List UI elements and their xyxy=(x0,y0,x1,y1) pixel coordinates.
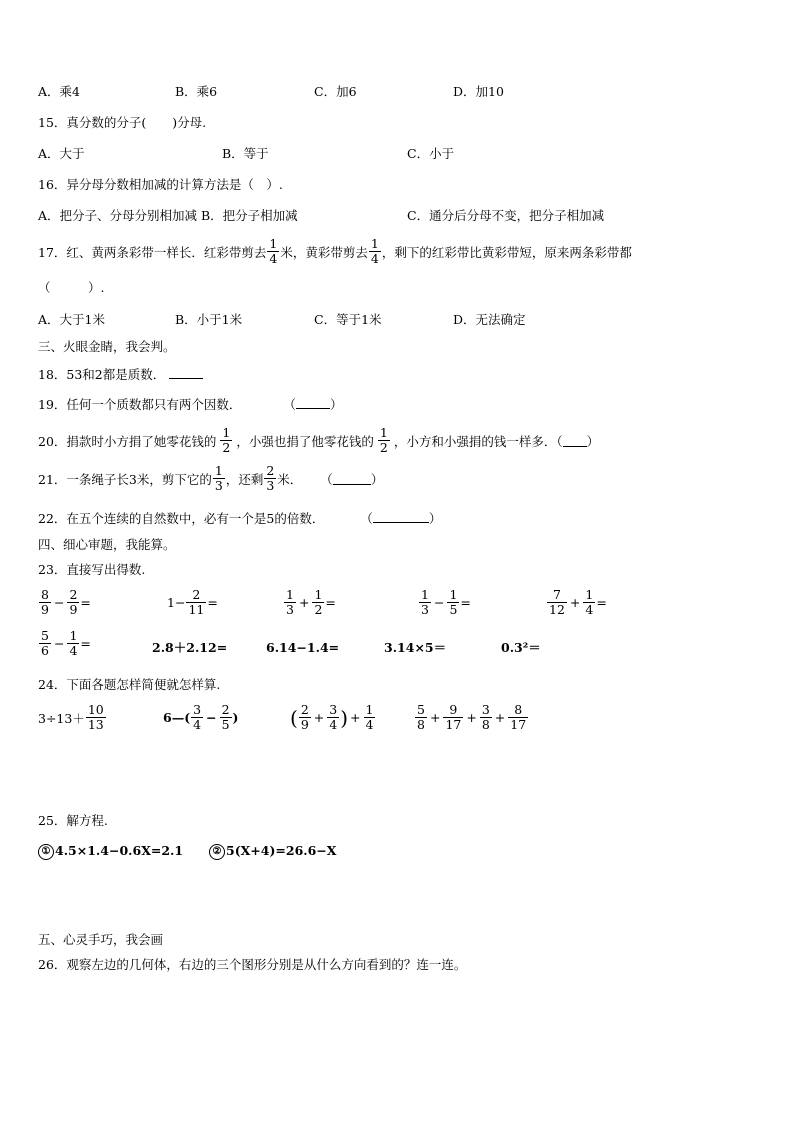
q24-e3-c-den: 4 xyxy=(365,717,374,732)
q23-e6-equals: = xyxy=(80,636,91,651)
q17-part2: 米，黄彩带剪去 xyxy=(280,244,368,260)
q23-e3-a-den: 3 xyxy=(286,602,294,617)
q23-e1-frac-a xyxy=(39,588,51,617)
q20-part1: 20．捐款时小方捐了她零花钱的 xyxy=(38,433,217,449)
section-5-heading: 五、心灵手巧，我会画 xyxy=(38,932,164,947)
q24-e4-3-num: 3 xyxy=(481,702,490,717)
q22-answer-blank[interactable] xyxy=(373,510,429,523)
q23-e1-frac-b xyxy=(67,588,79,617)
q23-e5-b-num: 1 xyxy=(585,587,594,602)
q23-e4-b-num: 1 xyxy=(449,587,458,602)
q21-question xyxy=(38,464,383,493)
q24-e4-2-den: 17 xyxy=(445,717,462,732)
q24-e3-frac-c xyxy=(364,703,376,732)
q21-paren-close: ） xyxy=(370,471,384,487)
q22-text: 22．在五个连续的自然数中，必有一个是5的倍数． xyxy=(38,511,325,526)
q24-e4-frac-2 xyxy=(443,703,463,732)
q19-question xyxy=(38,396,342,413)
q24-e3-open: ( xyxy=(290,705,298,730)
q24-e3-a-den: 9 xyxy=(300,717,309,732)
q23-expression-5 xyxy=(546,588,607,617)
q17-option-a: A．大于1米 xyxy=(38,312,105,327)
q24-e3-c-num: 1 xyxy=(365,702,374,717)
q17-part1: 17．红、黄两条彩带一样长．红彩带剪去 xyxy=(38,244,267,260)
q24-e1-num: 10 xyxy=(87,702,104,717)
q14-option-c: C．加6 xyxy=(314,84,357,99)
q17-part3: ，剩下的红彩带比黄彩带短，原来两条彩带都 xyxy=(381,244,632,260)
q23-title: 23．直接写出得数. xyxy=(38,562,146,577)
q23-e5-b-den: 4 xyxy=(585,602,594,617)
q24-expression-3 xyxy=(290,703,376,732)
q23-e3-frac-a xyxy=(284,588,296,617)
q23-e3-b-den: 2 xyxy=(314,602,323,617)
q23-e2-b-num: 2 xyxy=(192,587,201,602)
section-4-heading: 四、细心审题，我能算。 xyxy=(38,537,176,552)
q25-circled-1: ① xyxy=(38,844,54,860)
q24-e3-a-num: 2 xyxy=(300,702,309,717)
q22-question xyxy=(38,510,441,527)
q23-e5-frac-a xyxy=(547,588,567,617)
q23-e2-lead: 1− xyxy=(167,595,186,610)
q24-e2-lead: 6—( xyxy=(163,710,191,725)
q23-e4-a-den: 3 xyxy=(421,602,429,617)
q14-option-b: B．乘6 xyxy=(175,84,218,99)
q20-part4: ） xyxy=(586,433,600,449)
q15-text-a: 15．真分数的分子( xyxy=(38,115,147,130)
q16-option-c: C．通分后分母不变，把分子相加减 xyxy=(407,208,605,223)
q24-e3-operator-2: + xyxy=(350,710,361,725)
q17-option-c: C．等于1米 xyxy=(314,312,382,327)
q20-answer-blank[interactable] xyxy=(563,434,587,447)
q15-option-c: C．小于 xyxy=(407,146,455,161)
q23-expression-3 xyxy=(283,588,336,617)
q24-e4-3-den: 8 xyxy=(481,717,490,732)
q23-e3-a-num: 1 xyxy=(286,587,294,602)
q23-e1-a-den: 9 xyxy=(41,602,49,617)
q25-eq2: 5(X+4)=26.6−X xyxy=(226,843,337,858)
q24-e2-b-num: 2 xyxy=(221,702,230,717)
q24-expression-2 xyxy=(163,703,238,732)
q24-e2-frac-b xyxy=(220,703,232,732)
q17-fraction-1 xyxy=(267,237,279,266)
q23-e3-operator: + xyxy=(298,595,310,610)
q23-e6-b-num: 1 xyxy=(69,628,78,643)
q24-e4-4-den: 17 xyxy=(510,717,527,732)
q20-fraction-1 xyxy=(220,426,232,455)
q23-expression-9: 3.14×5＝ xyxy=(384,640,447,655)
q24-e1-lead: 3÷13＋ xyxy=(38,710,85,726)
q23-e3-equals: = xyxy=(325,595,336,610)
q24-e3-close: ) xyxy=(340,705,349,730)
q24-e2-a-den: 4 xyxy=(193,717,202,732)
q24-e2-b-den: 5 xyxy=(221,717,230,732)
q25-equation-2 xyxy=(209,843,337,860)
q21-part3: 米． xyxy=(277,471,303,487)
q23-e6-a-den: 6 xyxy=(41,643,49,658)
q23-e5-frac-b xyxy=(583,588,595,617)
q24-e4-operator-1: + xyxy=(429,710,441,725)
q23-e5-equals: = xyxy=(596,595,607,610)
q23-e1-b-den: 9 xyxy=(69,602,78,617)
q23-e6-frac-b xyxy=(67,629,79,658)
q20-f1-num: 1 xyxy=(222,425,231,440)
q20-part2: ，小强也捐了他零花钱的 xyxy=(236,433,374,449)
q19-text: 19．任何一个质数都只有两个因数． xyxy=(38,397,242,412)
q24-e4-frac-4 xyxy=(508,703,528,732)
q17-option-b: B．小于1米 xyxy=(175,312,243,327)
q24-e4-operator-2: + xyxy=(466,710,477,725)
q18-question xyxy=(38,366,203,383)
q14-option-d: D．加10 xyxy=(453,84,504,99)
q25-equation-1 xyxy=(38,843,183,860)
q16-question: 16．异分母分数相加减的计算方法是（ ）. xyxy=(38,177,283,192)
q23-e6-frac-a xyxy=(39,629,51,658)
q16-option-ab: A．把分子、分母分别相加减 B．把分子相加减 xyxy=(38,208,298,223)
q24-e2-tail: ) xyxy=(232,710,239,725)
q22-paren-close: ） xyxy=(428,511,442,526)
q24-e3-operator-1: + xyxy=(313,710,325,725)
q23-e6-a-num: 5 xyxy=(41,628,49,643)
q24-e3-b-den: 4 xyxy=(329,717,338,732)
q17-f2-num: 1 xyxy=(370,236,379,251)
q23-e4-operator: − xyxy=(433,595,445,610)
q26-question: 26．观察左边的几何体，右边的三个图形分别是从什么方向看到的？连一连。 xyxy=(38,957,467,972)
q21-fraction-1 xyxy=(213,464,225,493)
q20-f2-num: 1 xyxy=(379,425,388,440)
q23-e1-equals: = xyxy=(80,595,91,610)
q23-e3-b-num: 1 xyxy=(314,587,323,602)
q24-expression-4 xyxy=(414,703,529,732)
q23-e3-frac-b xyxy=(312,588,324,617)
q19-paren-close: ） xyxy=(329,397,343,412)
q17-question xyxy=(38,237,632,266)
q21-f2-den: 3 xyxy=(266,478,275,493)
q21-fraction-2 xyxy=(264,464,276,493)
q24-e3-frac-b xyxy=(327,703,339,732)
q23-expression-2 xyxy=(167,588,218,617)
q24-e4-4-num: 8 xyxy=(514,702,523,717)
q24-e1-frac xyxy=(86,703,106,732)
q25-circled-2: ② xyxy=(209,844,225,860)
q24-e4-operator-3: + xyxy=(494,710,506,725)
q23-e2-frac-b xyxy=(186,588,206,617)
q24-e2-operator: − xyxy=(206,710,217,725)
q23-e4-a-num: 1 xyxy=(421,587,429,602)
q22-paren-open: （ xyxy=(360,511,373,526)
q20-fraction-2 xyxy=(378,426,390,455)
q23-expression-8: 6.14−1.4= xyxy=(266,640,340,655)
q23-e1-operator: − xyxy=(53,595,65,610)
q24-e3-frac-a xyxy=(299,703,311,732)
q23-expression-1 xyxy=(38,588,91,617)
q15-text-b: )分母. xyxy=(172,115,207,130)
q15-option-b: B．等于 xyxy=(222,146,269,161)
q25-title: 25．解方程. xyxy=(38,813,108,828)
q24-e4-1-num: 5 xyxy=(417,702,425,717)
q24-e1-den: 13 xyxy=(87,717,104,732)
q20-part3: ，小方和小强捐的钱一样多．（ xyxy=(393,433,563,449)
q15-question xyxy=(38,115,206,131)
q17-fraction-2 xyxy=(369,237,381,266)
q24-e3-b-num: 3 xyxy=(329,702,338,717)
q21-part1: 21．一条绳子长3米，剪下它的 xyxy=(38,471,212,487)
q23-e2-equals: = xyxy=(207,595,218,610)
q23-e4-equals: = xyxy=(460,595,471,610)
q23-e2-b-den: 11 xyxy=(188,602,205,617)
q24-expression-1 xyxy=(38,703,107,732)
q17-part4: （ ）. xyxy=(38,280,105,295)
q19-answer-blank[interactable] xyxy=(296,396,330,409)
q18-answer-blank[interactable] xyxy=(169,366,203,379)
q21-paren-open: （ xyxy=(320,471,333,487)
q21-part2: ，还剩 xyxy=(225,471,264,487)
q24-e4-2-num: 9 xyxy=(449,702,458,717)
q18-text: 18．53和2都是质数． xyxy=(38,367,166,382)
q23-expression-7: 2.8＋2.12= xyxy=(152,640,228,655)
q24-e2-a-num: 3 xyxy=(193,702,202,717)
q20-f2-den: 2 xyxy=(379,440,388,455)
q17-f2-den: 4 xyxy=(370,251,379,266)
q21-answer-blank[interactable] xyxy=(333,472,371,485)
q20-question xyxy=(38,426,599,455)
q17-option-d: D．无法确定 xyxy=(453,312,526,327)
q25-eq1: 4.5×1.4−0.6X=2.1 xyxy=(55,843,184,858)
q20-f1-den: 2 xyxy=(222,440,231,455)
q23-e1-b-num: 2 xyxy=(69,587,78,602)
q23-expression-4 xyxy=(418,588,471,617)
section-3-heading: 三、火眼金睛，我会判。 xyxy=(38,339,176,354)
q17-f1-den: 4 xyxy=(269,251,278,266)
q24-e4-frac-1 xyxy=(415,703,427,732)
q23-e4-b-den: 5 xyxy=(449,602,458,617)
q17-f1-num: 1 xyxy=(269,236,278,251)
q24-e2-frac-a xyxy=(191,703,203,732)
q23-e6-operator: − xyxy=(53,636,65,651)
q21-f1-num: 1 xyxy=(214,463,223,478)
q24-e4-frac-3 xyxy=(480,703,492,732)
q23-expression-10: 0.3²＝ xyxy=(501,640,541,655)
q14-option-a: A．乘4 xyxy=(38,84,80,99)
q23-e1-a-num: 8 xyxy=(41,587,49,602)
q23-expression-6 xyxy=(38,629,91,658)
q19-paren-open: （ xyxy=(283,397,296,412)
q23-e4-frac-a xyxy=(419,588,431,617)
q21-f2-num: 2 xyxy=(266,463,275,478)
q15-option-a: A．大于 xyxy=(38,146,85,161)
q23-e5-a-num: 7 xyxy=(552,587,561,602)
q24-e4-1-den: 8 xyxy=(417,717,425,732)
q23-e5-operator: + xyxy=(569,595,581,610)
q23-e4-frac-b xyxy=(447,588,459,617)
q24-title: 24．下面各题怎样简便就怎样算. xyxy=(38,677,221,692)
q23-e6-b-den: 4 xyxy=(69,643,78,658)
q23-e5-a-den: 12 xyxy=(549,602,565,617)
q21-f1-den: 3 xyxy=(214,478,223,493)
